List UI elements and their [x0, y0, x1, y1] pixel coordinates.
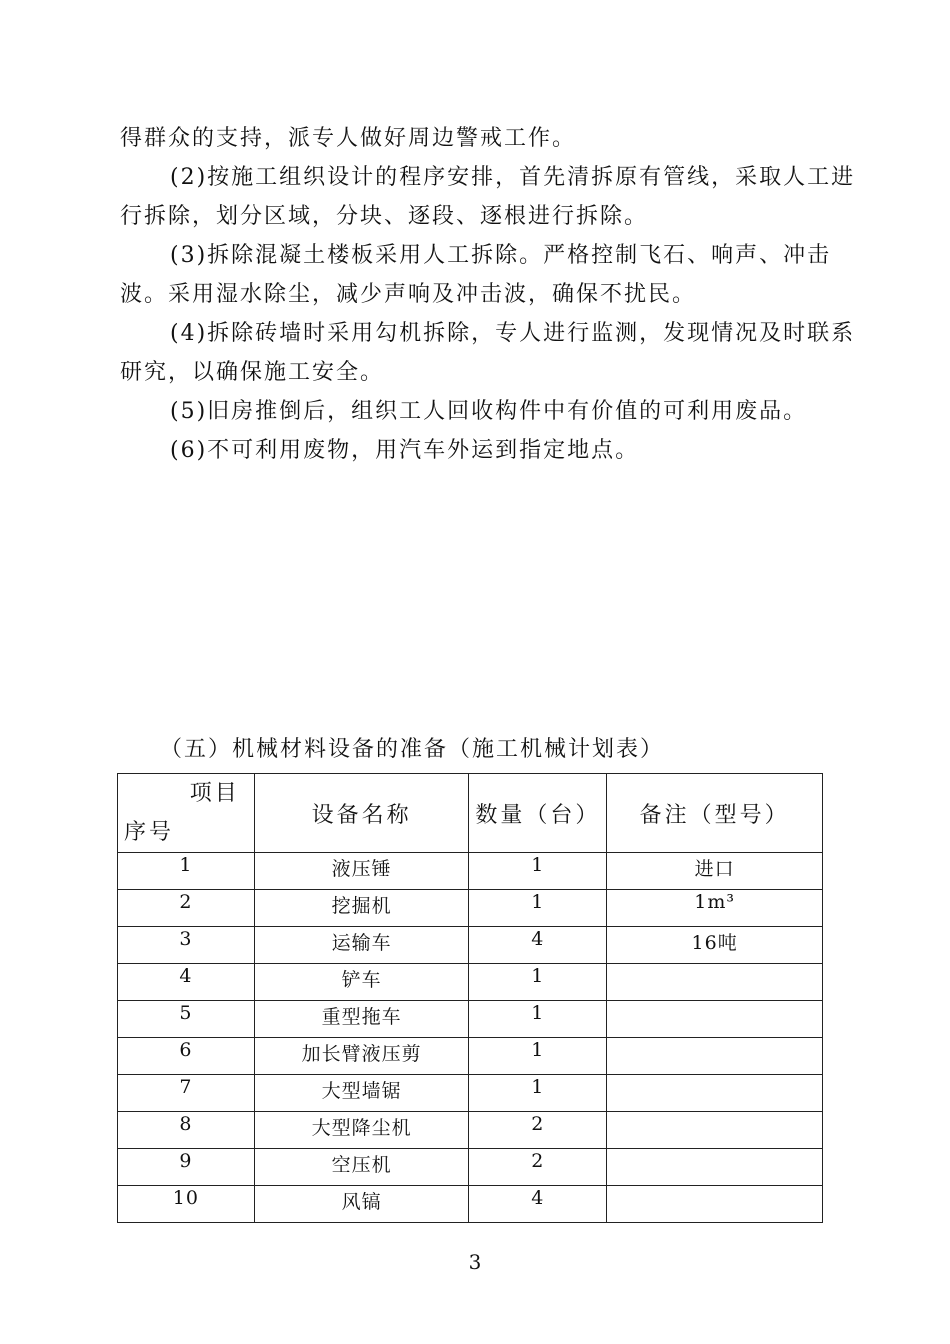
header-item-label: 项目 — [189, 781, 240, 806]
header-diagonal-cell — [118, 774, 255, 853]
table-row — [118, 1112, 823, 1149]
cell-qty: 1 — [469, 964, 607, 1001]
cell-qty: 1 — [469, 1001, 607, 1038]
cell-name: 风镐 — [254, 1186, 469, 1223]
cell-qty: 4 — [469, 927, 607, 964]
cell-no: 9 — [118, 1149, 255, 1186]
cell-note — [607, 1149, 823, 1186]
cell-name: 铲车 — [254, 964, 469, 1001]
cell-name: 运输车 — [254, 927, 469, 964]
cell-name: 大型墙锯 — [254, 1075, 469, 1112]
cell-note — [607, 1112, 823, 1149]
cell-name: 空压机 — [254, 1149, 469, 1186]
table-row — [118, 890, 823, 927]
cell-name: 液压锤 — [254, 853, 469, 890]
cell-note — [607, 1186, 823, 1223]
header-no-label: 序号 — [124, 820, 175, 845]
header-name: 设备名称 — [254, 774, 469, 853]
paragraph-item-3: (3)拆除混凝土楼板采用人工拆除。严格控制飞石、响声、冲击波。采用湿水除尘，减少声响及冲击波，确保不扰民。 — [120, 243, 832, 307]
cell-no: 4 — [118, 964, 255, 1001]
cell-no: 2 — [118, 890, 255, 927]
paragraph-continuation: 得群众的支持，派专人做好周边警戒工作。 — [120, 126, 577, 151]
cell-note — [607, 1001, 823, 1038]
cell-note: 1m³ — [607, 890, 823, 927]
table-row — [118, 927, 823, 964]
cell-name: 重型拖车 — [254, 1001, 469, 1038]
table-row — [118, 1075, 823, 1112]
table-header-row — [118, 774, 823, 853]
cell-note — [607, 1075, 823, 1112]
paragraph-item-4: (4)拆除砖墙时采用勾机拆除，专人进行监测，发现情况及时联系研究，以确保施工安全。 — [120, 321, 856, 385]
table-row — [118, 964, 823, 1001]
table-caption: （五）机械材料设备的准备（施工机械计划表） — [160, 737, 665, 762]
table-row — [118, 1186, 823, 1223]
cell-name: 加长臂液压剪 — [254, 1038, 469, 1075]
cell-no: 3 — [118, 927, 255, 964]
cell-note — [607, 964, 823, 1001]
cell-qty: 1 — [469, 1075, 607, 1112]
cell-qty: 1 — [469, 853, 607, 890]
cell-qty: 2 — [469, 1149, 607, 1186]
cell-no: 1 — [118, 853, 255, 890]
paragraph-item-6: (6)不可利用废物，用汽车外运到指定地点。 — [170, 438, 640, 463]
header-note: 备注（型号） — [607, 774, 823, 853]
cell-qty: 1 — [469, 1038, 607, 1075]
cell-note: 进口 — [607, 853, 823, 890]
cell-note — [607, 1038, 823, 1075]
cell-qty: 1 — [469, 890, 607, 927]
cell-name: 大型降尘机 — [254, 1112, 469, 1149]
cell-no: 10 — [118, 1186, 255, 1223]
cell-no: 8 — [118, 1112, 255, 1149]
cell-note: 16吨 — [607, 927, 823, 964]
table-row — [118, 853, 823, 890]
paragraph-item-5: (5)旧房推倒后，组织工人回收构件中有价值的可利用废品。 — [170, 399, 808, 424]
table-row — [118, 1001, 823, 1038]
cell-name: 挖掘机 — [254, 890, 469, 927]
header-qty: 数量（台） — [469, 774, 607, 853]
cell-no: 7 — [118, 1075, 255, 1112]
cell-no: 5 — [118, 1001, 255, 1038]
cell-qty: 4 — [469, 1186, 607, 1223]
table-row — [118, 1149, 823, 1186]
page-number: 3 — [468, 1250, 482, 1274]
cell-no: 6 — [118, 1038, 255, 1075]
table-row — [118, 1038, 823, 1075]
cell-qty: 2 — [469, 1112, 607, 1149]
paragraph-item-2: (2)按施工组织设计的程序安排，首先清拆原有管线，采取人工进行拆除，划分区域，分块、逐段、逐根进行拆除。 — [120, 165, 856, 229]
equipment-table — [117, 773, 823, 1223]
